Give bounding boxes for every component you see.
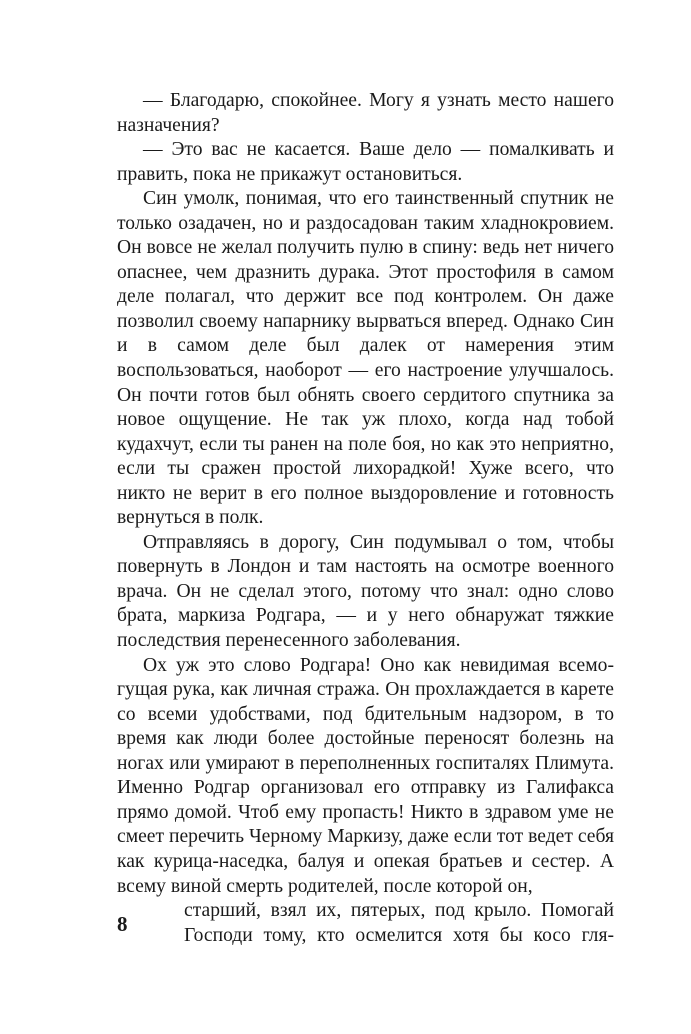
paragraph-continuation [117, 899, 614, 948]
paragraph: — Благодарю, спокойнее. Могу я узнать место нашего назначения? [117, 90, 614, 136]
page-number: 8 [117, 912, 128, 936]
paragraph: Отправляясь в дорогу, Син подумывал о том, чтобы повернуть в Лондон и там настоять на осмотре военного врача. Он не сделал этого, потому что знал: одно слово брата, маркиза Родгара, — и у него обнаружат тяжкие последствия перенесенного заболевания. [117, 531, 614, 652]
paragraph: Син умолк, понимая, что его таинственный спутник не только озадачен, но и раздосадован таким хладнокровием. Он вовсе не желал получить пулю в спину: ведь нет ничего опаснее, чем дразнить дурака. Этот простофиля в самом деле полагал, что держит все под контролем. Он даже позволил своему напарнику вырваться вперед. Однако Син и в самом деле был далек от намерения этим воспользоваться, наоборот — его настроение улучшалось. Он почти готов был обнять своего сердитого спутника за новое ощущение. Не так уж плохо, когда над тобой кудахчут, если ты ранен на поле боя, но как это неприятно, если ты сражен простой лихорадкой! Хуже всего, что никто не верит в его полное выздоровление и готовность вернуться в полк. [117, 188, 614, 529]
text-line: старший, взял их, пятерых, под крыло. Помогай [184, 900, 614, 922]
text-line: Господи тому, кто осмелится хотя бы косо гля- [184, 924, 614, 946]
paragraph: — Это вас не касается. Ваше дело — помалкивать и править, пока не прикажут остановиться. [117, 139, 614, 185]
paragraph: Ох уж это слово Родгара! Оно как невидимая всемогущая рука, как личная стража. Он прохлаждается в карете со всеми удобствами, под бдительным надзором, в то время как люди более достойные переносят болезнь на ногах или умирают в переполненных госпиталях Плимута. Именно Родгар организовал его отправку из Галифакса прямо домой. Чтоб ему пропасть! Никто в здравом уме не смеет перечить Черному Маркизу, даже если тот ведет себя как курица-наседка, балуя и опекая братьев и сестер. А всему виной смерть родителей, после которой он, [117, 654, 614, 897]
page-text-block [117, 89, 614, 948]
